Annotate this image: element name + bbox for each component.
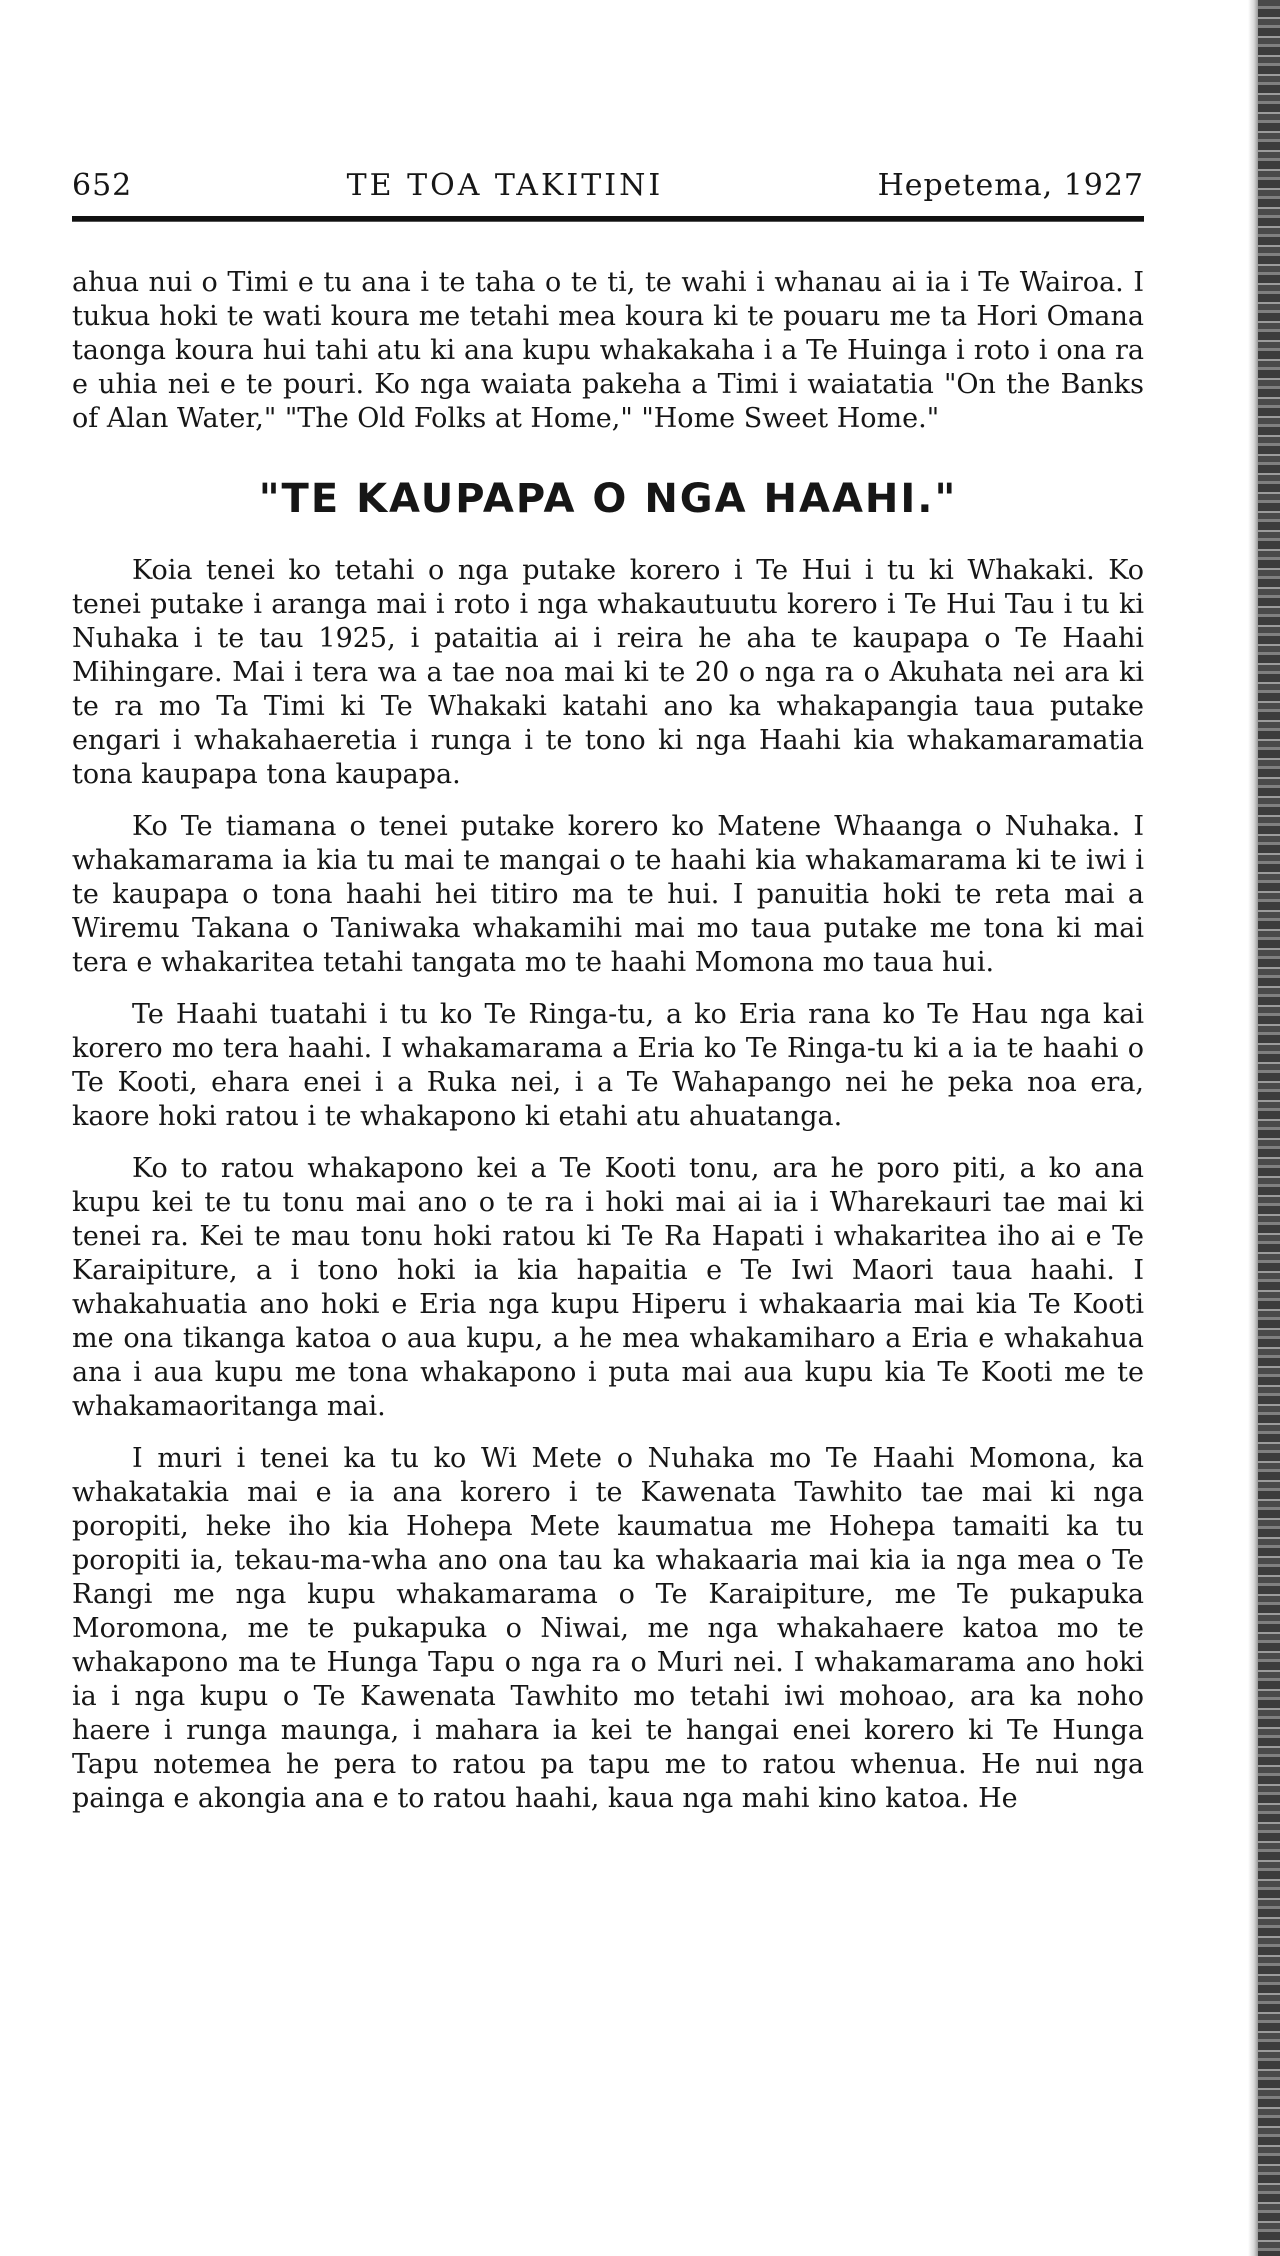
page-number: 652 bbox=[72, 168, 133, 203]
scan-edge-shadow bbox=[1248, 0, 1258, 2256]
body-paragraph-2: Ko Te tiamana o tenei putake korero ko Matene Whaanga o Nuhaka. I whakamarama ia kia tu mai te mangai o te haahi kia whakamarama ki te iwi i te kaupapa o tona haahi hei titiro ma te hui. I panuitia hoki te reta mai a Wiremu Takana o Taniwaka whakamihi mai mo taua putake me tona ki mai tera e whakaritea tetahi tangata mo te haahi Momona mo taua hui. bbox=[72, 811, 1144, 978]
body-paragraph-4: Ko to ratou whakapono kei a Te Kooti tonu, ara he poro piti, a ko ana kupu kei te tu tonu mai ano o te ra i hoki mai ai ia i Wharekauri tae mai ki tenei ra. Kei te mau tonu hoki ratou ki Te Ra Hapati i whakaritea iho ai e Te Karaipiture, a i tono hoki ia kia hapaitia e Te Iwi Maori taua haahi. I whakahuatia ano hoki e Eria nga kupu Hiperu i whakaaria mai kia Te Kooti me ona tikanga katoa o aua kupu, a he mea whakamiharo a Eria e whakahua ana i aua kupu me tona whakapono i puta mai aua kupu kia Te Kooti me te whakamaoritanga mai. bbox=[72, 1153, 1144, 1422]
document-page bbox=[72, 168, 1144, 1816]
running-header bbox=[72, 168, 1144, 208]
intro-paragraph: ahua nui o Timi e tu ana i te taha o te ti, te wahi i whanau ai ia i Te Wairoa. I tukua hoki te wati koura me tetahi mea koura ki te pouaru me ta Hori Omana taonga koura hui tahi atu ki ana kupu whakakaha i a Te Huinga i roto i ona ra e uhia nei e te pouri. Ko nga waiata pakeha a Timi i waiatatia "On the Banks of Alan Water," "The Old Folks at Home," "Home Sweet Home." bbox=[72, 267, 1144, 434]
article-body bbox=[72, 266, 1144, 1816]
header-rule bbox=[72, 216, 1144, 222]
scan-edge bbox=[1258, 0, 1280, 2256]
section-heading: "TE KAUPAPA O NGA HAAHI." bbox=[258, 476, 958, 522]
body-paragraph-5: I muri i tenei ka tu ko Wi Mete o Nuhaka mo Te Haahi Momona, ka whakatakia mai e ia ana korero i te Kawenata Tawhito tae mai ki nga poropiti, heke iho kia Hohepa Mete kaumatua me Hohepa tamaiti ka tu poropiti ia, tekau-ma-wha ano ona tau ka whakaaria mai kia ia nga mea o Te Rangi me nga kupu whakamarama o Te Karaipiture, me Te pukapuka Moromona, me te pukapuka o Niwai, me nga whakahaere katoa mo te whakapono ma te Hunga Tapu o nga ra o Muri nei. I whakamarama ano hoki ia i nga kupu o Te Kawenata Tawhito mo tetahi iwi mohoao, ara ka noho haere i runga maunga, i mahara ia kei te hangai enei korero ki Te Hunga Tapu notemea he pera to ratou pa tapu me to ratou whenua. He nui nga painga e akongia ana e to ratou haahi, kaua nga mahi kino katoa. He bbox=[72, 1443, 1144, 1814]
body-paragraph-3: Te Haahi tuatahi i tu ko Te Ringa-tu, a ko Eria rana ko Te Hau nga kai korero mo tera haahi. I whakamarama a Eria ko Te Ringa-tu ki a ia te haahi o Te Kooti, ehara enei i a Ruka nei, i a Te Wahapango nei he peka noa era, kaore hoki ratou i te whakapono ki etahi atu ahuatanga. bbox=[72, 999, 1144, 1132]
issue-date: Hepetema, 1927 bbox=[877, 168, 1144, 203]
body-paragraph-1: Koia tenei ko tetahi o nga putake korero i Te Hui i tu ki Whakaki. Ko tenei putake i aranga mai i roto i nga whakautuutu korero i Te Hui Tau i tu ki Nuhaka i te tau 1925, i pataitia ai i reira he aha te kaupapa o Te Haahi Mihingare. Mai i tera wa a tae noa mai ki te 20 o nga ra o Akuhata nei ara ki te ra mo Ta Timi ki Te Whakaki katahi ano ka whakapangia taua putake engari i whakahaeretia i runga i te tono ki nga Haahi kia whakamaramatia tona kaupapa tona kaupapa. bbox=[72, 555, 1144, 790]
publication-title: TE TOA TAKITINI bbox=[346, 168, 664, 203]
